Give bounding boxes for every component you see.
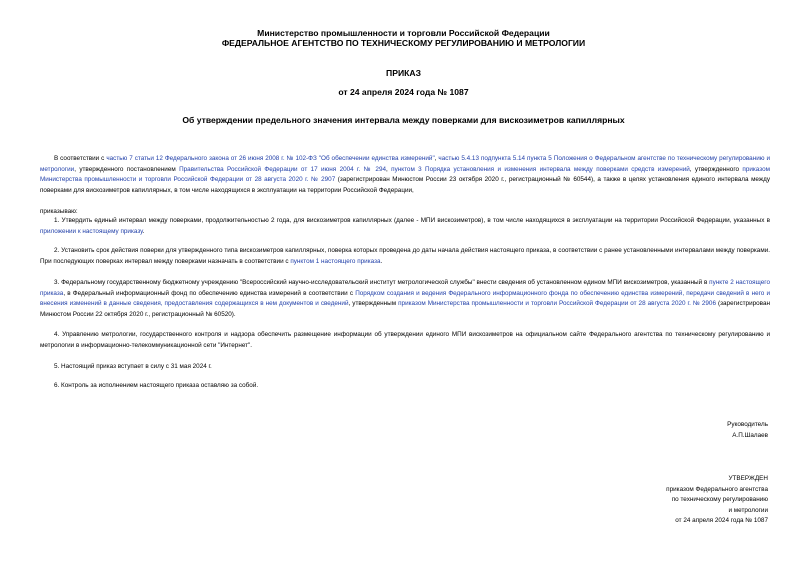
regulation-5-4-13-link[interactable]: частью 5.4.13 подпункта 5.14 пункта 5 Положения о Федеральном агентстве по техническому регулированию и метрологии — [40, 155, 771, 173]
signatory-name: А.П.Шалаев — [732, 431, 768, 439]
item-3-text: 3. Федеральному государственному бюджетному учреждению "Всероссийский научно-исследовательский институт метрологической службы" внести сведения об установленном едином МПИ вискозиметров, указанный в — [54, 279, 710, 286]
order-2906-link[interactable]: приказом Министерства промышленности и торговли Российской Федерации от 28 августа 2020 г. № 2906 — [398, 300, 716, 308]
item-2-text: . — [380, 257, 383, 265]
item-1-text: . — [142, 227, 145, 235]
signatory-role: Руководитель — [727, 421, 768, 428]
date-number-heading: от 24 апреля 2024 года № 1087 — [338, 87, 469, 97]
ministry-heading: Министерство промышленности и торговли Российской Федерации — [257, 28, 550, 38]
item-4-paragraph — [40, 330, 770, 351]
order-word: приказываю: — [40, 208, 78, 215]
signature-block — [727, 420, 768, 441]
preamble-text: , — [434, 155, 439, 162]
approval-line-3: по техническому регулированию — [671, 496, 768, 503]
approval-line-1: УТВЕРЖДЕН — [728, 475, 768, 482]
agency-heading: ФЕДЕРАЛЬНОЕ АГЕНТСТВО ПО ТЕХНИЧЕСКОМУ РЕГУЛИРОВАНИЮ И МЕТРОЛОГИИ — [221, 38, 586, 48]
item-2-reference-link[interactable]: пункте 2 настоящего приказа — [40, 279, 770, 297]
item-3-text: , утвержденным — [348, 300, 399, 308]
government-decree-294-link[interactable]: Правительства Российской Федерации от 17 июня 2004 г. № 294 — [179, 165, 387, 173]
item-3-paragraph — [40, 278, 770, 320]
item-1-reference-link[interactable]: пунктом 1 настоящего приказа — [290, 257, 381, 265]
approval-line-4: и метрологии — [728, 506, 768, 514]
document-title: Об утверждении предельного значения интервала между поверками для вискозиметров капиллярных — [182, 115, 625, 125]
item-3-text: (зарегистрирован Минюстом России 22 октября 2020 г., регистрационный № 60520). — [40, 300, 770, 318]
item-2-paragraph — [40, 246, 770, 267]
approval-block — [666, 474, 768, 527]
procedure-item-3-link[interactable]: пунктом 3 Порядка установления и изменения интервала между поверками средств измерений — [391, 165, 690, 173]
appendix-link[interactable]: приложении к настоящему приказу — [40, 227, 143, 235]
approval-line-2: приказом Федерального агентства — [666, 485, 768, 493]
item-1-text: 1. Утвердить единый интервал между поверками, продолжительностью 2 года, для вискозиметров капиллярных (далее - МПИ вискозиметров), в том числе находящихся в эксплуатации на территории Российской Федерации, указанных в — [54, 217, 770, 224]
preamble-text: В соответствии с — [54, 155, 107, 162]
preamble-text: , утвержденного постановлением — [74, 165, 180, 173]
fund-procedure-link[interactable]: Порядком создания и ведения Федерального информационного фонда по обеспечению единства измерений, передачи сведений в него и внесения изменений в данные сведения, предоставления содержащихся в нем документов и сведений — [40, 289, 771, 308]
item-5-text: 5. Настоящий приказ вступает в силу с 31 мая 2024 г. — [54, 363, 212, 370]
item-3-text: , в Федеральный информационный фонд по обеспечению единства измерений в соответствии с — [63, 289, 356, 297]
doc-type-heading: ПРИКАЗ — [386, 68, 421, 78]
item-6-paragraph — [40, 381, 770, 392]
preamble-text: (зарегистрирован Минюстом России 23 октября 2020 г., регистрационный № 60544), а также в целях установления единого интервала между поверками для вискозиметров капиллярных, в том числе находящихся в эксплуатации на территории Российской Федерации, — [40, 176, 771, 194]
law-102-link[interactable]: частью 7 статьи 12 Федерального закона от 26 июня 2008 г. № 102-ФЗ "Об обеспечении единства измерений" — [106, 155, 435, 162]
approval-line-5: от 24 апреля 2024 года № 1087 — [675, 517, 768, 524]
item-4-text: 4. Управлению метрологии, государственного контроля и надзора обеспечить размещение информации об утверждении единого МПИ вискозиметров на официальном сайте Федерального агентства по техническому регулированию и метрологии в информационно-телекоммуникационной сети "Интернет". — [40, 331, 770, 349]
item-6-text: 6. Контроль за исполнением настоящего приказа оставляю за собой. — [54, 382, 259, 389]
item-5-paragraph — [40, 362, 770, 373]
item-1-paragraph — [40, 216, 770, 237]
preamble-text: , — [386, 165, 392, 173]
order-2907-link[interactable]: приказом Министерства промышленности и торговли Российской Федерации от 28 августа 2020 г. № 2907 — [40, 165, 770, 184]
preamble-paragraph — [40, 154, 770, 196]
preamble-text: , утвержденного — [689, 165, 743, 173]
item-2-text: 2. Установить срок действия поверки для утвержденного типа вискозиметров капиллярных, поверка которых проведена до даты начала действия настоящего приказа, в соответствии с ранее установленными интервалами между поверками. При последующих поверках интервал между поверками назначать в соответствии с — [40, 247, 770, 265]
